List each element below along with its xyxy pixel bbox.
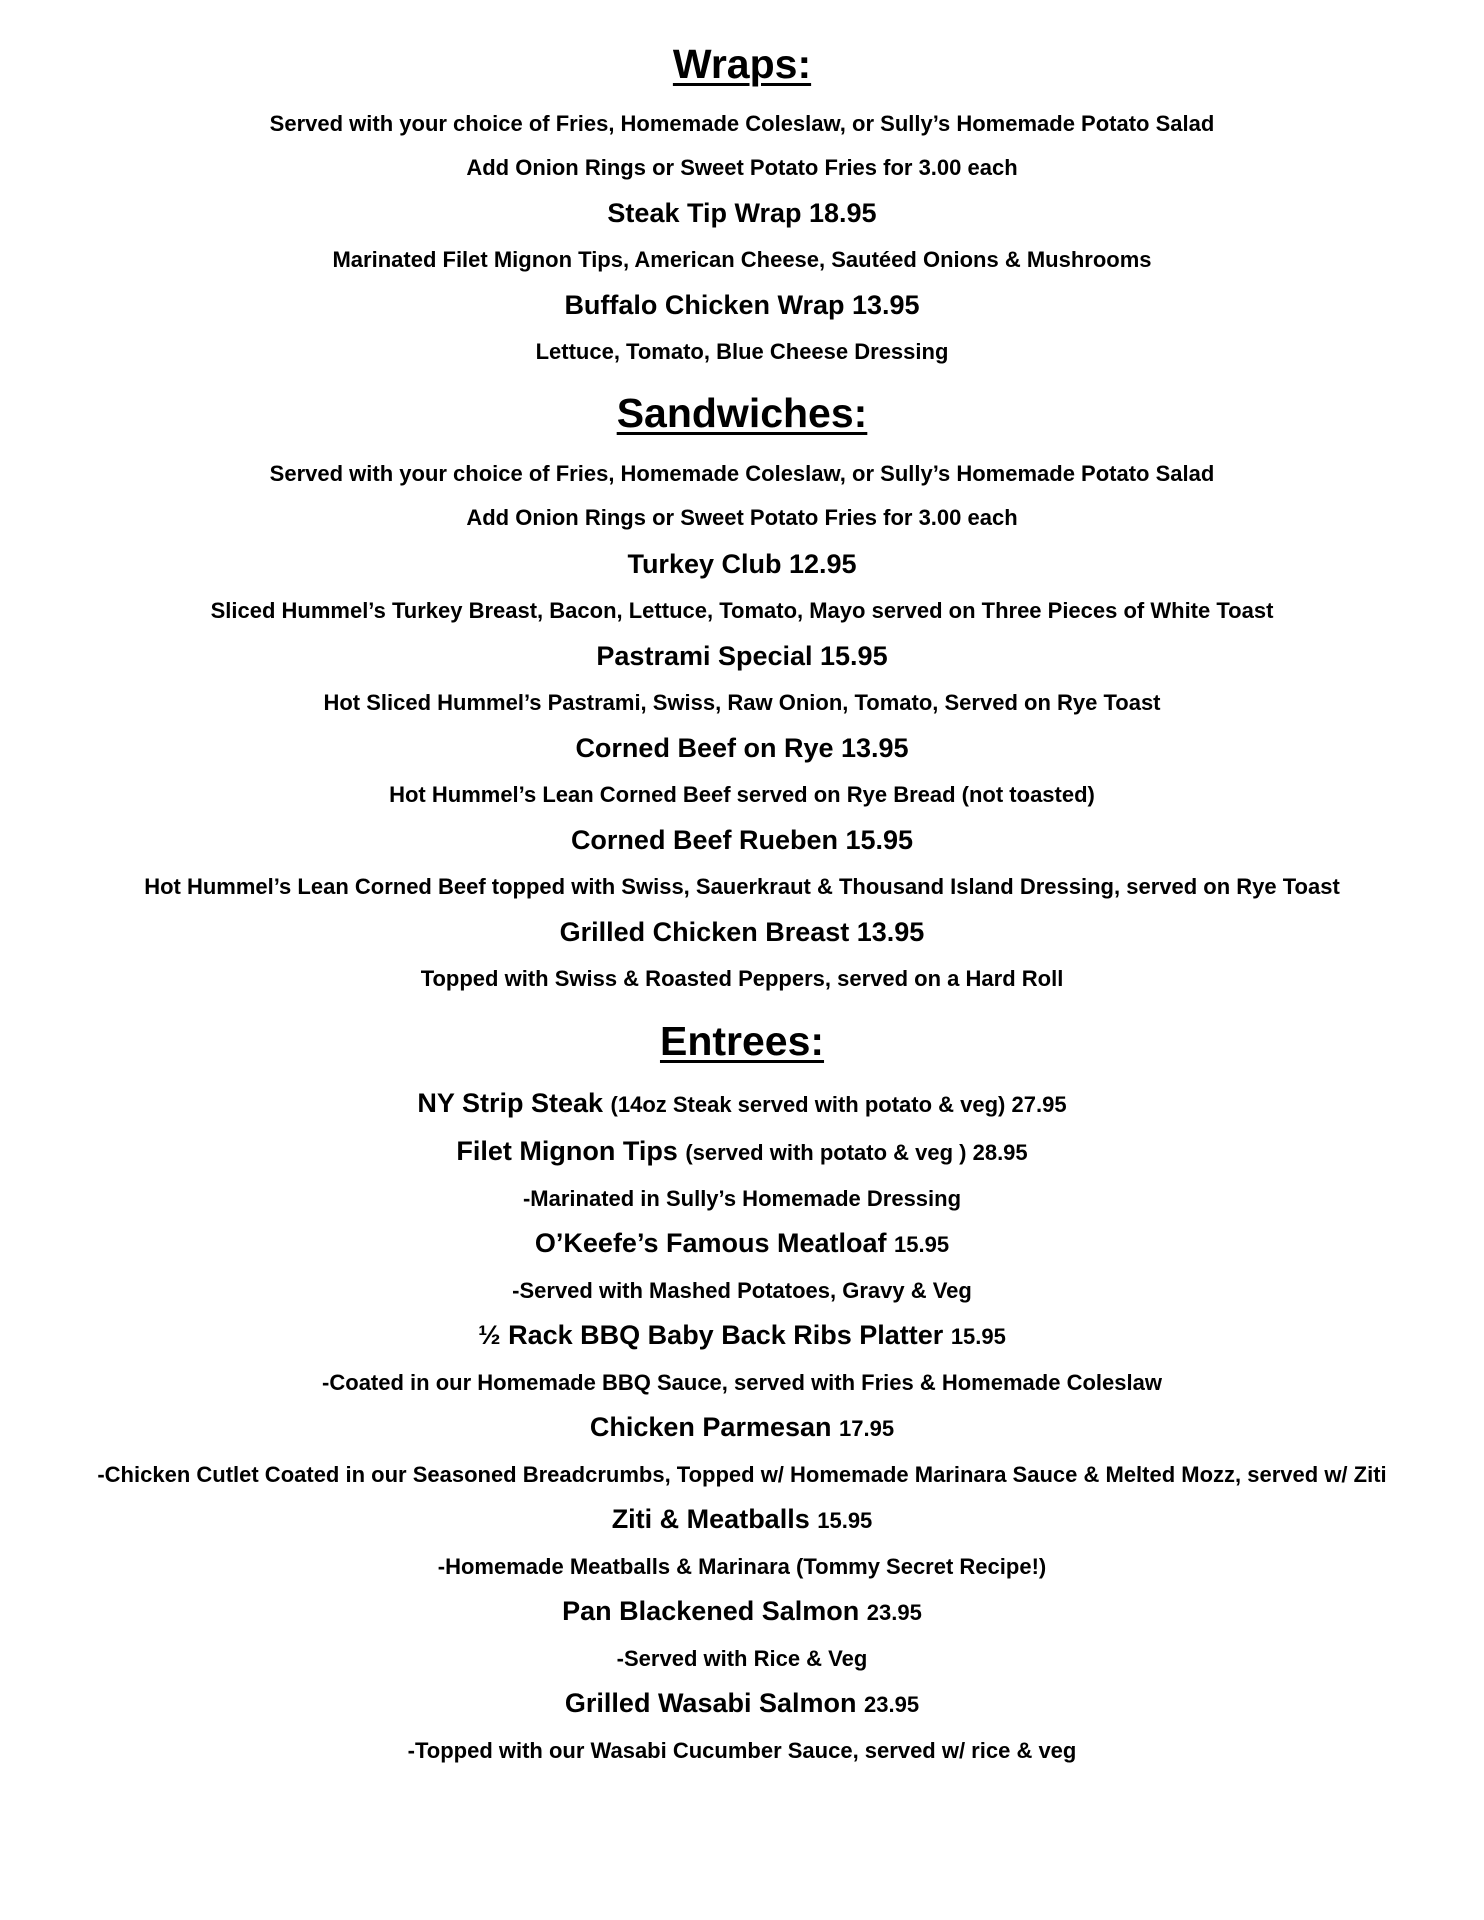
entree-price-detail: (served with potato & veg ) 28.95 [685,1140,1028,1165]
entree-description: -Served with Rice & Veg [616,1646,868,1671]
menu-item-title: Steak Tip Wrap 18.95 [607,198,877,228]
menu-item-description: Hot Sliced Hummel’s Pastrami, Swiss, Raw Onion, Tomato, Served on Rye Toast [323,690,1161,715]
sandwiches-sides-note: Served with your choice of Fries, Homemade Coleslaw, or Sully’s Homemade Potato Salad [269,461,1215,486]
entree-description: -Marinated in Sully’s Homemade Dressing [522,1186,962,1211]
entrees-heading: Entrees: [659,1018,825,1064]
entree-name: O’Keefe’s Famous Meatloaf [534,1228,887,1258]
entree-description: -Homemade Meatballs & Marinara (Tommy Secret Recipe!) [437,1554,1047,1579]
menu-item-description: Topped with Swiss & Roasted Peppers, served on a Hard Roll [420,966,1064,991]
menu-item-title: Turkey Club 12.95 [627,549,857,579]
entree-name: Filet Mignon Tips [456,1136,678,1166]
menu-item-title: Grilled Chicken Breast 13.95 [559,917,925,947]
entree-name: ½ Rack BBQ Baby Back Ribs Platter [478,1320,944,1350]
entree-name: Grilled Wasabi Salmon [564,1688,857,1718]
entree-title [0,1090,1484,1117]
menu-item-title: Corned Beef Rueben 15.95 [570,825,914,855]
wraps-heading: Wraps: [672,41,812,87]
wraps-addon-note: Add Onion Rings or Sweet Potato Fries for 3.00 each [466,155,1018,180]
entree-title [0,1322,1484,1349]
entree-price-detail: 15.95 [817,1508,873,1533]
entree-title [0,1690,1484,1717]
menu-item-title: Pastrami Special 15.95 [596,641,888,671]
entree-title [0,1138,1484,1165]
entree-description: -Topped with our Wasabi Cucumber Sauce, served w/ rice & veg [407,1738,1077,1763]
entree-name: Chicken Parmesan [589,1412,832,1442]
entree-name: NY Strip Steak [417,1088,603,1118]
wraps-sides-note: Served with your choice of Fries, Homemade Coleslaw, or Sully’s Homemade Potato Salad [269,111,1215,136]
entree-title [0,1230,1484,1257]
menu-item-description: Sliced Hummel’s Turkey Breast, Bacon, Lettuce, Tomato, Mayo served on Three Pieces of White Toast [210,598,1274,623]
entree-price-detail: 15.95 [950,1324,1006,1349]
entree-price-detail: 15.95 [894,1232,950,1257]
entree-price-detail: (14oz Steak served with potato & veg) 27.95 [610,1092,1067,1117]
menu-item-description: Lettuce, Tomato, Blue Cheese Dressing [535,339,949,364]
sandwiches-heading: Sandwiches: [616,390,868,436]
entree-title [0,1506,1484,1533]
sandwiches-addon-note: Add Onion Rings or Sweet Potato Fries for 3.00 each [466,505,1018,530]
menu-item-title: Corned Beef on Rye 13.95 [575,733,909,763]
menu-item-description: Hot Hummel’s Lean Corned Beef served on Rye Bread (not toasted) [389,782,1095,807]
entree-price-detail: 23.95 [864,1692,920,1717]
menu-item-description: Hot Hummel’s Lean Corned Beef topped with Swiss, Sauerkraut & Thousand Island Dressing, served on Rye Toast [144,874,1340,899]
entree-description: -Coated in our Homemade BBQ Sauce, served with Fries & Homemade Coleslaw [322,1370,1162,1395]
entree-title [0,1414,1484,1441]
entree-price-detail: 23.95 [866,1600,922,1625]
entree-description: -Served with Mashed Potatoes, Gravy & Veg [512,1278,972,1303]
entree-description: -Chicken Cutlet Coated in our Seasoned Breadcrumbs, Topped w/ Homemade Marinara Sauce & Melted Mozz, served w/ Ziti [97,1462,1387,1487]
menu-item-description: Marinated Filet Mignon Tips, American Cheese, Sautéed Onions & Mushrooms [332,247,1152,272]
menu-item-title: Buffalo Chicken Wrap 13.95 [564,290,920,320]
entree-name: Ziti & Meatballs [611,1504,810,1534]
entree-name: Pan Blackened Salmon [562,1596,860,1626]
entree-title [0,1598,1484,1625]
entree-price-detail: 17.95 [839,1416,895,1441]
